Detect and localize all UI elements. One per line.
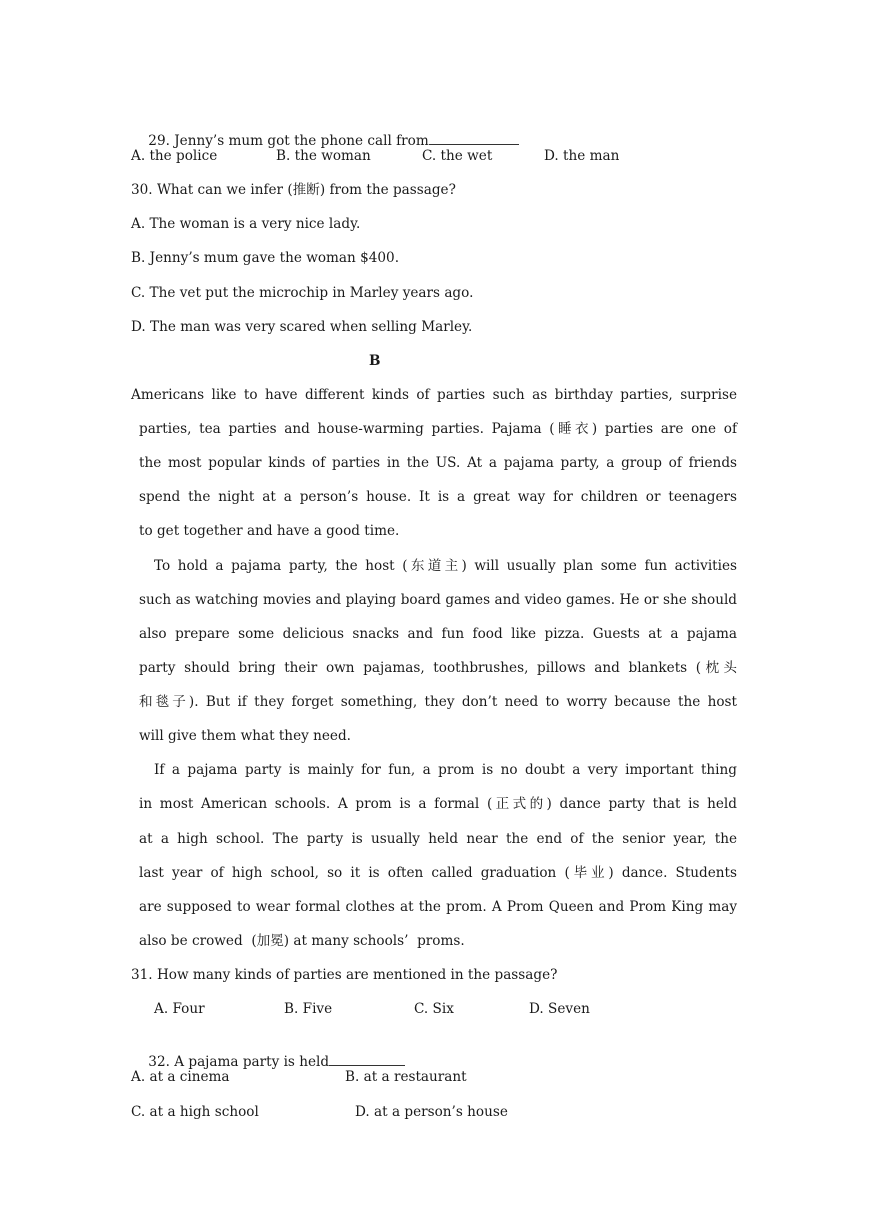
passage-line: will give them what they need.	[139, 728, 351, 744]
q30-option-b: B. Jenny’s mum gave the woman $400.	[131, 250, 400, 266]
q32-option-b: B. at a restaurant	[345, 1069, 467, 1085]
q29-option-a: A. the police	[131, 148, 218, 164]
passage-line: such as watching movies and playing board games and video games. He or she should	[139, 592, 737, 608]
passage-line: Americans like to have different kinds of parties such as birthday parties, surprise	[131, 387, 737, 403]
q29-option-b: B. the woman	[276, 148, 371, 164]
question-29-stem: 29. Jenny’s mum got the phone call from	[148, 133, 429, 149]
passage-line: If a pajama party is mainly for fun, a prom is no doubt a very important thing	[154, 762, 737, 778]
answer-blank	[429, 131, 519, 145]
passage-line: are supposed to wear formal clothes at the prom. A Prom Queen and Prom King may	[139, 899, 737, 915]
passage-line: spend the night at a person’s house. It is a great way for children or teenagers	[139, 489, 737, 505]
passage-line: also be crowed (加冕) at many schools’ proms.	[139, 933, 465, 949]
q30-option-c: C. The vet put the microchip in Marley years ago.	[131, 285, 474, 301]
q32-option-c: C. at a high school	[131, 1104, 259, 1120]
q30-option-d: D. The man was very scared when selling Marley.	[131, 319, 473, 335]
q31-option-a: A. Four	[154, 1001, 205, 1017]
q29-option-c: C. the wet	[422, 148, 493, 164]
passage-line: last year of high school, so it is often called graduation (毕业) dance. Students	[139, 865, 737, 881]
passage-line: parties, tea parties and house-warming parties. Pajama (睡衣) parties are one of	[139, 421, 737, 437]
passage-line: To hold a pajama party, the host (东道主) will usually plan some fun activities	[154, 558, 737, 574]
q29-option-d: D. the man	[544, 148, 620, 164]
passage-line: to get together and have a good time.	[139, 523, 400, 539]
section-b-heading: B	[369, 353, 381, 369]
passage-line: the most popular kinds of parties in the US. At a pajama party, a group of friends	[139, 455, 737, 471]
answer-blank	[329, 1052, 405, 1066]
q31-option-c: C. Six	[414, 1001, 454, 1017]
passage-line: at a high school. The party is usually held near the end of the senior year, the	[139, 831, 737, 847]
q32-option-d: D. at a person’s house	[355, 1104, 508, 1120]
question-32-stem: 32. A pajama party is held	[148, 1054, 330, 1070]
q30-option-a: A. The woman is a very nice lady.	[131, 216, 361, 232]
passage-line: in most American schools. A prom is a formal (正式的) dance party that is held	[139, 796, 737, 812]
question-30-stem: 30. What can we infer (推断) from the passage?	[131, 182, 456, 198]
passage-line: also prepare some delicious snacks and fun food like pizza. Guests at a pajama	[139, 626, 737, 642]
passage-line: 和毯子). But if they forget something, they don’t need to worry because the host	[139, 694, 737, 710]
q31-option-d: D. Seven	[529, 1001, 590, 1017]
passage-line: party should bring their own pajamas, toothbrushes, pillows and blankets (枕头	[139, 660, 737, 676]
q32-option-a: A. at a cinema	[131, 1069, 230, 1085]
q31-option-b: B. Five	[284, 1001, 333, 1017]
question-31-stem: 31. How many kinds of parties are mentioned in the passage?	[131, 967, 558, 983]
